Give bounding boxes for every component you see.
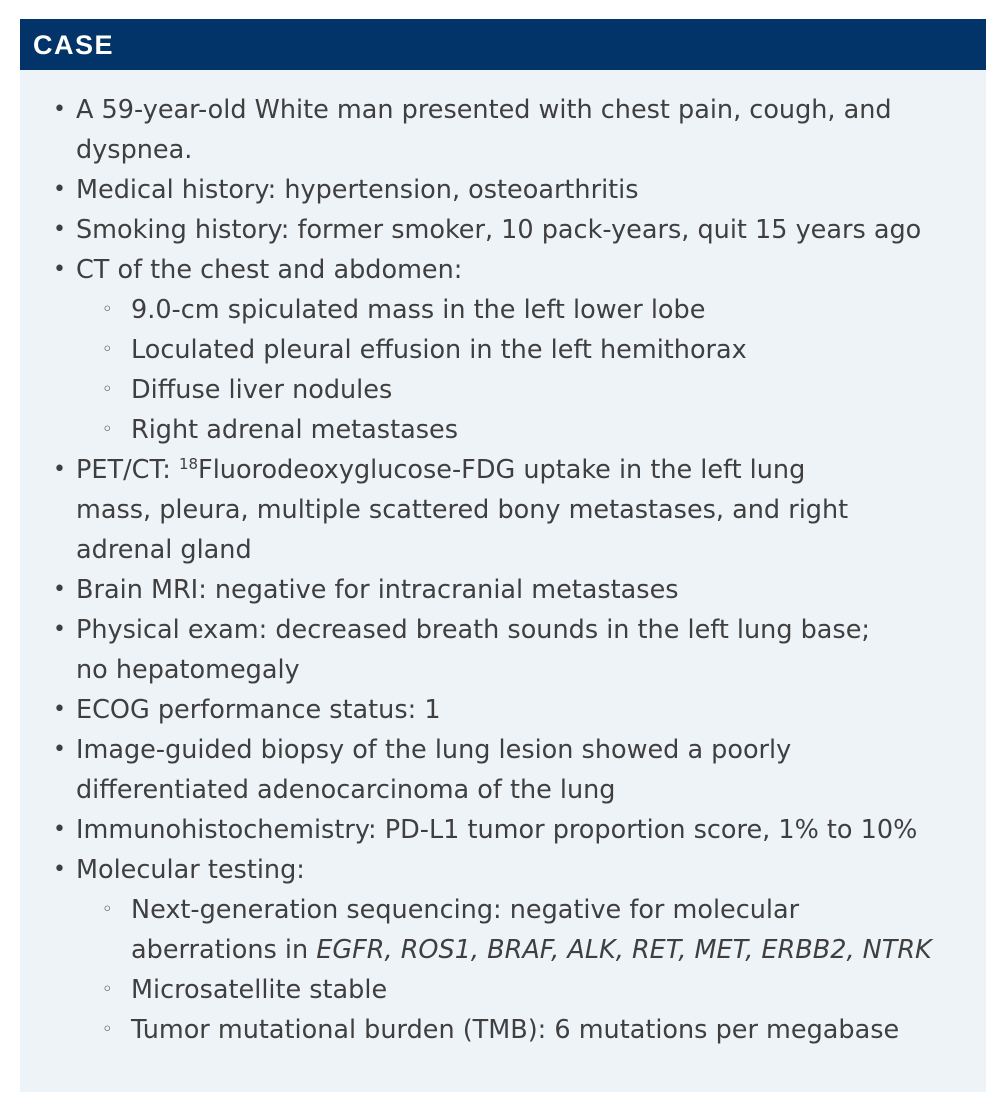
sub-item: ◦ Loculated pleural effusion in the left hemithorax (20, 330, 986, 370)
bullet-icon: • (53, 697, 66, 722)
item-text: Molecular testing: (76, 855, 305, 885)
bullet-icon: • (53, 617, 66, 642)
sub-item: ◦ Diffuse liver nodules (20, 370, 986, 410)
item-text: Smoking history: former smoker, 10 pack-years, quit 15 years ago (76, 215, 922, 245)
gene-list: EGFR, ROS1, BRAF, ALK, RET, MET, ERBB2, NTRK (316, 935, 932, 965)
bullet-icon: • (53, 857, 66, 882)
item-text: A 59-year-old White man presented with chest pain, cough, and (76, 95, 892, 125)
bullet-icon: • (53, 817, 66, 842)
circle-bullet-icon: ◦ (102, 299, 113, 320)
item-text: Physical exam: decreased breath sounds in the left lung base; (76, 615, 870, 645)
list-item-physical-exam (20, 610, 986, 690)
circle-bullet-icon: ◦ (102, 339, 113, 360)
item-text-cont: differentiated adenocarcinoma of the lung (76, 775, 616, 805)
superscript: 18 (178, 455, 199, 473)
circle-bullet-icon: ◦ (102, 979, 113, 1000)
bullet-icon: • (53, 177, 66, 202)
bullet-icon: • (53, 97, 66, 122)
circle-bullet-icon: ◦ (102, 1019, 113, 1040)
circle-bullet-icon: ◦ (102, 899, 113, 920)
item-text-cont: dyspnea. (76, 135, 193, 165)
list-item-medical-history (20, 170, 986, 210)
case-box (20, 19, 986, 1092)
item-text-cont: adrenal gland (76, 535, 252, 565)
case-header: CASE (20, 19, 986, 70)
sub-item-msi: ◦ Microsatellite stable (20, 970, 986, 1010)
bullet-icon: • (53, 257, 66, 282)
item-text: Medical history: hypertension, osteoarthritis (76, 175, 639, 205)
sub-item-tmb: ◦ Tumor mutational burden (TMB): 6 mutations per megabase (20, 1010, 986, 1050)
bullet-icon: • (53, 737, 66, 762)
item-text: PET/CT: (76, 455, 179, 485)
item-text-cont: no hepatomegaly (76, 655, 300, 685)
list-item-ct (20, 250, 986, 450)
list-item-ecog (20, 690, 986, 730)
circle-bullet-icon: ◦ (102, 379, 113, 400)
list-item-molecular-testing (20, 850, 986, 1050)
list-item-ihc (20, 810, 986, 850)
case-body (20, 70, 986, 1050)
list-item-brain-mri (20, 570, 986, 610)
sub-item-ngs-cont: aberrations in EGFR, ROS1, BRAF, ALK, RET, MET, ERBB2, NTRK (131, 935, 932, 965)
sub-item: ◦ 9.0-cm spiculated mass in the left lower lobe (20, 290, 986, 330)
bullet-icon: • (53, 577, 66, 602)
circle-bullet-icon: ◦ (102, 419, 113, 440)
item-text: Brain MRI: negative for intracranial metastases (76, 575, 679, 605)
case-list (20, 90, 986, 1050)
bullet-icon: • (53, 457, 66, 482)
sub-item-ngs: ◦ Next-generation sequencing: negative for molecular (20, 890, 986, 930)
item-text: CT of the chest and abdomen: (76, 255, 463, 285)
item-text: Immunohistochemistry: PD-L1 tumor proportion score, 1% to 10% (76, 815, 918, 845)
sub-item: ◦ Right adrenal metastases (20, 410, 986, 450)
item-text-cont: mass, pleura, multiple scattered bony metastases, and right (76, 495, 849, 525)
item-text: ECOG performance status: 1 (76, 695, 441, 725)
item-text: Image-guided biopsy of the lung lesion showed a poorly (76, 735, 792, 765)
list-item-biopsy (20, 730, 986, 810)
bullet-icon: • (53, 217, 66, 242)
list-item-smoking-history (20, 210, 986, 250)
list-item-pet-ct: • PET/CT: $^{18}$Fluorodeoxyglucose-FDG uptake in the left lung mass, pleura, multiple scattered bony metastases, and right adrenal gland (20, 450, 986, 570)
list-item-presentation (20, 90, 986, 170)
